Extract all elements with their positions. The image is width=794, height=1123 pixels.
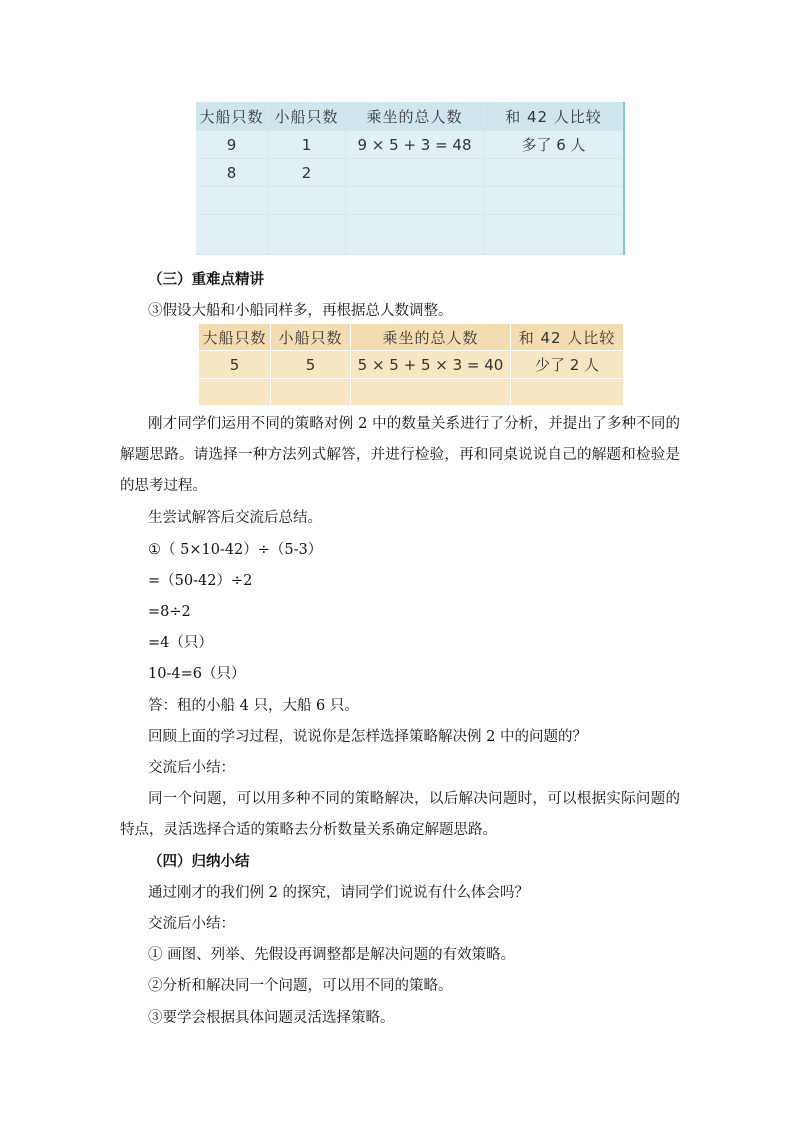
point-line: ③要学会根据具体问题灵活选择策略。 — [148, 1010, 395, 1026]
header-cell: 乘坐的总人数 — [346, 102, 484, 131]
summary-label: 交流后小结： — [148, 760, 235, 776]
table-cell — [511, 379, 624, 406]
table-cell — [268, 215, 346, 255]
calc-line: =4（只） — [148, 635, 213, 651]
paragraph-strategies: 刚才同学们运用不同的策略对例 2 中的数量关系进行了分析，并提出了多种不同的解题思路。请选择一种方法列式解答，并进行检验，再和同桌说说自己的解题和检验是的思考过程。 — [120, 416, 680, 494]
table-cell — [346, 215, 484, 255]
calc-line: =（50-42）÷2 — [148, 573, 253, 589]
table-cell: 8 — [196, 159, 268, 187]
table-cell: 2 — [268, 159, 346, 187]
table-cell — [484, 159, 623, 187]
header-cell: 小船只数 — [268, 102, 346, 131]
header-cell: 小船只数 — [271, 324, 351, 351]
answer-line: 答：租的小船 4 只，大船 6 只。 — [148, 698, 359, 714]
table-row — [196, 131, 623, 159]
paragraph-summary: 同一个问题，可以用多种不同的策略解决，以后解决问题时，可以根据实际问题的特点，灵活选择合适的策略去分析数量关系确定解题思路。 — [120, 791, 680, 838]
assume-line: ③假设大船和小船同样多，再根据总人数调整。 — [148, 303, 453, 319]
table-cell: 5 — [199, 351, 271, 379]
table-1 — [196, 102, 625, 255]
table-cell — [196, 187, 268, 215]
table-cell — [196, 215, 268, 255]
point-line: ②分析和解决同一个问题，可以用不同的策略。 — [148, 978, 453, 994]
table-cell: 多了 6 人 — [484, 131, 623, 159]
table-cell — [346, 187, 484, 215]
section-4-title: （四）归纳小结 — [148, 853, 250, 870]
table-cell: 9 — [196, 131, 268, 159]
table-cell: 5 — [271, 351, 351, 379]
table-cell: 1 — [268, 131, 346, 159]
table-cell: 9 × 5 + 3 = 48 — [346, 131, 484, 159]
table-row — [196, 215, 623, 255]
table-header — [196, 102, 623, 131]
header-cell: 大船只数 — [199, 324, 271, 351]
table-row — [199, 351, 624, 379]
calc-line: 10-4=6（只） — [148, 666, 246, 682]
table-row — [199, 379, 624, 406]
table-cell — [271, 379, 351, 406]
table-cell: 5 × 5 + 5 × 3 = 40 — [351, 351, 511, 379]
table-header — [199, 324, 624, 351]
table-cell — [484, 187, 623, 215]
header-cell: 和 42 人比较 — [484, 102, 623, 131]
table-cell — [199, 379, 271, 406]
table-cell — [484, 215, 623, 255]
header-cell: 乘坐的总人数 — [351, 324, 511, 351]
calc-line: =8÷2 — [148, 604, 191, 620]
table-2 — [199, 324, 624, 406]
table-row — [196, 187, 623, 215]
table-cell — [346, 159, 484, 187]
section-3-title: （三）重难点精讲 — [148, 271, 264, 288]
table-row — [196, 159, 623, 187]
header-cell: 大船只数 — [196, 102, 268, 131]
table-cell — [268, 187, 346, 215]
try-line: 生尝试解答后交流后总结。 — [148, 510, 322, 526]
review-question: 回顾上面的学习过程，说说你是怎样选择策略解决例 2 中的问题的？ — [148, 729, 587, 745]
summary-label: 交流后小结： — [148, 916, 235, 932]
point-line: ① 画图、列举、先假设再调整都是解决问题的有效策略。 — [148, 947, 516, 963]
explore-question: 通过刚才的我们例 2 的探究，请同学们说说有什么体会吗？ — [148, 885, 529, 901]
calc-line: ①（ 5×10-42）÷（5-3） — [148, 542, 323, 558]
header-cell: 和 42 人比较 — [511, 324, 624, 351]
table-cell — [351, 379, 511, 406]
table-cell: 少了 2 人 — [511, 351, 624, 379]
